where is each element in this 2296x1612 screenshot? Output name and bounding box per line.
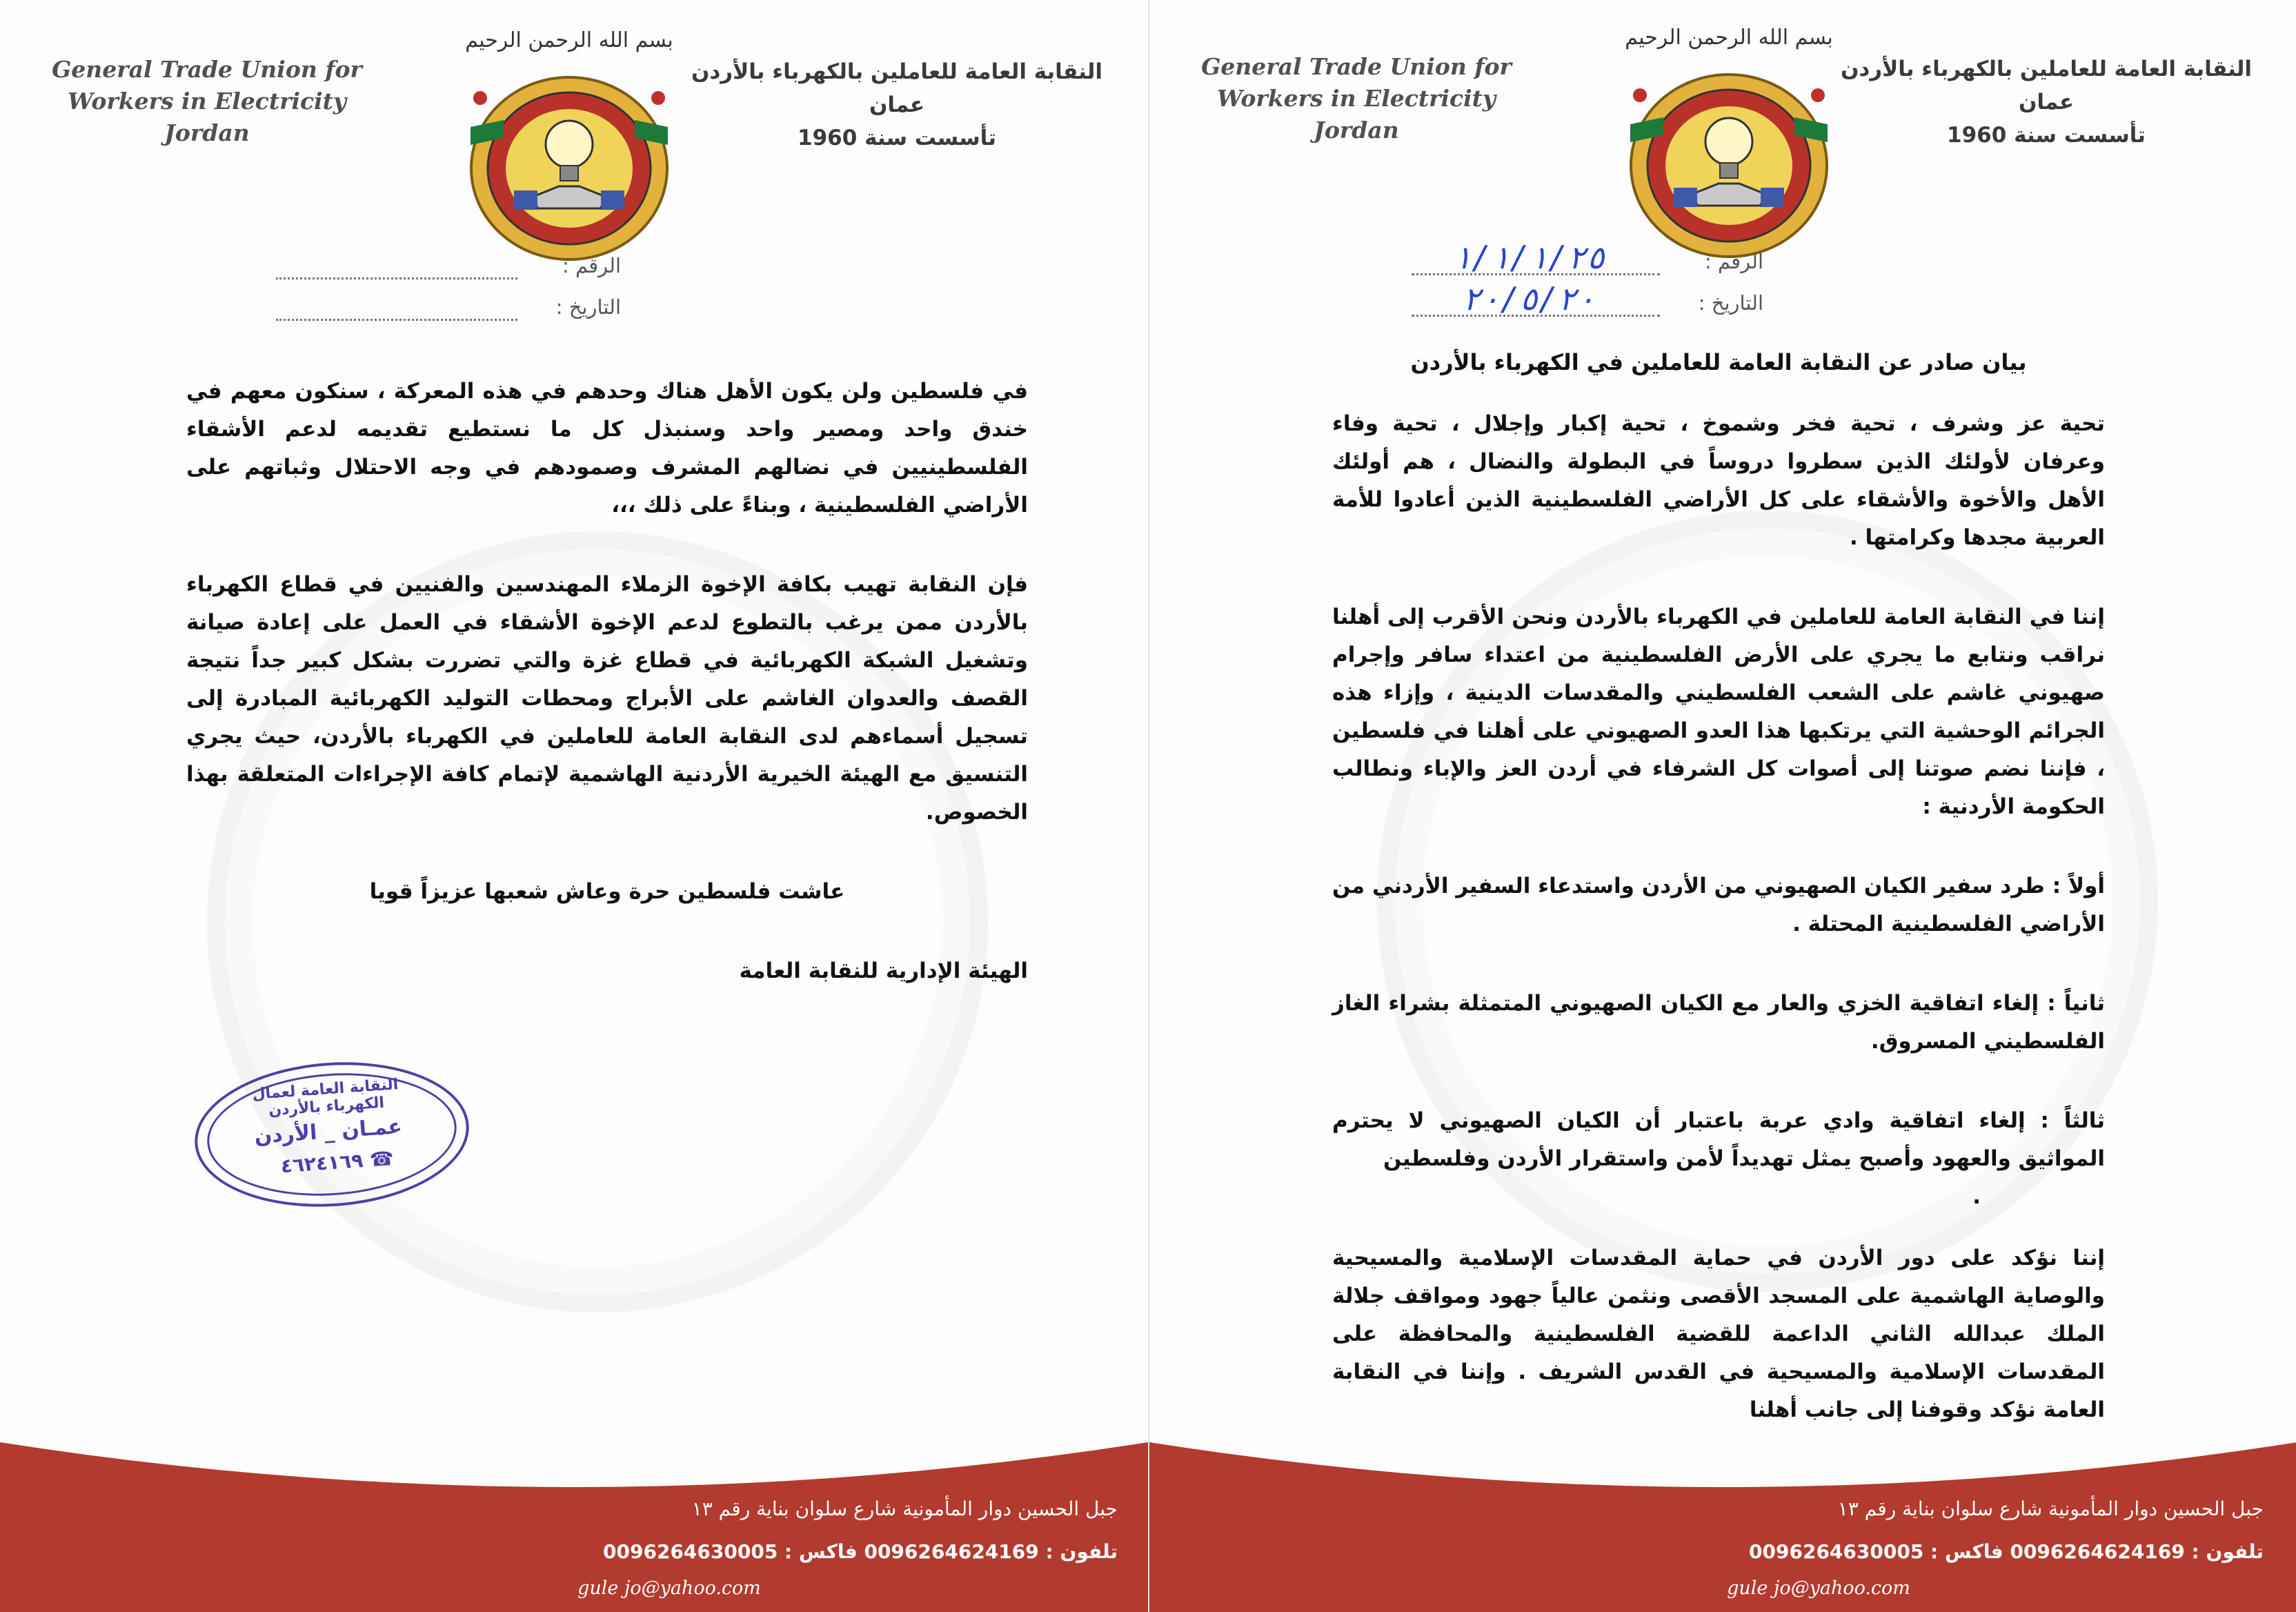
- handwritten-reference-number: ١/١/١/٢٥: [1452, 239, 1605, 276]
- stamp-phone: ☎ ٤٦٢٤١٦٩: [279, 1146, 395, 1178]
- stamp-city: عمـان _ الأردن: [253, 1114, 403, 1149]
- basmala-calligraphy: بسم الله الرحمن الرحيم: [465, 28, 673, 52]
- statement-title: بيان صادر عن النقابة العامة للعاملين في الكهرباء بالأردن: [1410, 349, 2027, 375]
- footer-address: جبل الحسين دوار المأمونية شارع سلوان بناية رقم ١٣: [1837, 1497, 2264, 1520]
- body-paragraph: إننا نؤكد على دور الأردن في حماية المقدسات الإسلامية والمسيحية والوصاية الهاشمية على المسجد الأقصى ونثمن عالياً جهود ومواقف جلالة الملك عبدالله الثاني الداعمة للقضية الفلسطينية والمحافظة على المقدسات الإسلامية والمسيحية في القدس الشريف . وإننا في النقابة العامة نؤكد وقوفنا إلى جانب أهلنا: [1332, 1246, 2105, 1422]
- letterhead-english: [28, 54, 386, 149]
- date-label: التاريخ :: [1698, 291, 1763, 315]
- handwritten-date: ٢٠/٥/٢٠: [1462, 280, 1596, 317]
- letterhead-ar-line: تأسست سنة 1960: [798, 126, 996, 150]
- reference-number-field: [0, 254, 621, 288]
- footer-email: gule jo@yahoo.com: [577, 1577, 761, 1599]
- basmala-calligraphy: بسم الله الرحمن الرحيم: [1625, 26, 1833, 50]
- letterhead-en-line: General Trade Union for: [1201, 53, 1512, 80]
- letterhead-ar-line: تأسست سنة 1960: [1947, 123, 2146, 148]
- footer-phones: تلفون : 0096264624169 فاكس : 0096264630005: [603, 1540, 1118, 1563]
- body-paragraph: إننا في النقابة العامة للعاملين في الكهرباء بالأردن ونحن الأقرب إلى أهلنا نراقب ونتابع ما يجري على الأرض الفلسطينية من اعتداء سافر وإجرام صهيوني غاشم على الشعب الفلسطيني والمقدسات الدينية ، وإزاء هذه الجرائم الوحشية التي يرتكبها هذا العدو الصهيوني على أهلنا في فلسطين ، فإننا نضم صوتنا إلى أصوات كل الشرفاء في أردن العز والإباء ونطالب الحكومة الأردنية :: [1332, 604, 2105, 819]
- letterhead-ar-line: عمان: [869, 92, 925, 117]
- letter-body: [1332, 344, 2105, 1429]
- closing-line: عاشت فلسطين حرة وعاش شعبها عزيزاً قويا: [369, 879, 845, 904]
- demand-item-1: أولاً : طرد سفير الكيان الصهيوني من الأردن واستدعاء السفير الأردني من الأراضي الفلسطينية المحتلة .: [1332, 874, 2105, 936]
- reference-number-label: الرقم :: [1704, 250, 1763, 273]
- letterhead-footer: [1149, 1442, 2296, 1612]
- stray-period: .: [1972, 1184, 1981, 1209]
- footer-address: جبل الحسين دوار المأمونية شارع سلوان بناية رقم ١٣: [691, 1497, 1118, 1520]
- reference-number-field: [1148, 239, 1763, 284]
- stamp-union-name: النقابة العامة لعمال الكهرباء بالأردن: [251, 1076, 399, 1120]
- reference-number-line: [276, 277, 517, 279]
- body-paragraph: فإن النقابة تهيب بكافة الإخوة الزملاء المهندسين والفنيين في قطاع الكهرباء بالأردن ممن يرغب بالتطوع لدعم الإخوة الأشقاء في العمل على إعادة صيانة وتشغيل الشبكة الكهربائية في قطاع غزة والتي تضررت بشكل كبير جداً نتيجة القصف والعدوان الغاشم على الأبراج ومحطات التوليد الكهربائية المبادرة إلى تسجيل أسماءهم لدى النقابة العامة للعاملين في الكهرباء بالأردن، حيث يجري التنسيق مع الهيئة الخيرية الأردنية الهاشمية لإتمام كافة الإجراءات المتعلقة بهذا الخصوص.: [186, 572, 1028, 825]
- signature-line: الهيئة الإدارية للنقابة العامة: [739, 959, 1028, 983]
- letterhead-ar-line: النقابة العامة للعاملين بالكهرباء بالأردن: [1840, 57, 2253, 81]
- letterhead-en-line: Workers in Electricity: [1216, 85, 1496, 112]
- letterhead-ar-line: النقابة العامة للعاملين بالكهرباء بالأردن: [691, 59, 1103, 84]
- letterhead-ar-line: عمان: [2018, 90, 2075, 115]
- demand-item-3: ثالثاً : إلغاء اتفاقية وادي عربة باعتبار أن الكيان الصهيوني لا يحترم المواثيق والعهود وأصبح يمثل تهديداً لأمن واستقرار الأردن وفلسطين: [1332, 1108, 2105, 1171]
- date-label: التاريخ :: [555, 295, 621, 319]
- letterhead-en-line: Workers in Electricity: [67, 88, 347, 115]
- letterhead-en-line: General Trade Union for: [52, 56, 362, 83]
- demand-item-2: ثانياً : إلغاء اتفاقية الخزي والعار مع الكيان الصهيوني المتمثلة بشراء الغاز الفلسطيني المسروق.: [1332, 991, 2105, 1054]
- date-field: [1148, 280, 1763, 326]
- letterhead-english: [1177, 51, 1536, 146]
- reference-number-label: الرقم :: [562, 254, 621, 277]
- letterhead-arabic: [1832, 52, 2260, 152]
- body-paragraph: تحية عز وشرف ، تحية فخر وشموخ ، تحية إكبار وإجلال ، تحية وفاء وعرفان لأولئك الذين سطروا دروساً في البطولة والنضال ، هم أولئك الأهل والأخوة والأشقاء على كل الأراضي الفلسطينية الذين أعادوا للأمة العربية مجدها وكرامتها .: [1332, 411, 2105, 550]
- body-paragraph: في فلسطين ولن يكون الأهل هناك وحدهم في هذه المعركة ، سنكون معهم في خندق واحد ومصير واحد وسنبذل كل ما نستطيع تقديمه لدعم الأشقاء الفلسطينيين في نضالهم المشرف وصمودهم في وجه الاحتلال وثباتهم على الأراضي الفلسطينية ، وبناءً على ذلك ،،،: [186, 379, 1028, 518]
- footer-email: gule jo@yahoo.com: [1727, 1577, 1910, 1599]
- date-field: [0, 295, 621, 330]
- letterhead-footer: [0, 1442, 1148, 1612]
- letter-page-1: [1148, 0, 2296, 1612]
- footer-phones: تلفون : 0096264624169 فاكس : 0096264630005: [1749, 1540, 2264, 1563]
- letterhead-en-line: Jordan: [1314, 117, 1399, 144]
- letterhead-arabic: [683, 55, 1111, 155]
- letterhead-en-line: Jordan: [164, 119, 250, 146]
- union-logo: [455, 17, 683, 265]
- letter-body: [186, 373, 1028, 990]
- date-line: [276, 319, 517, 321]
- union-logo: [1615, 14, 1843, 262]
